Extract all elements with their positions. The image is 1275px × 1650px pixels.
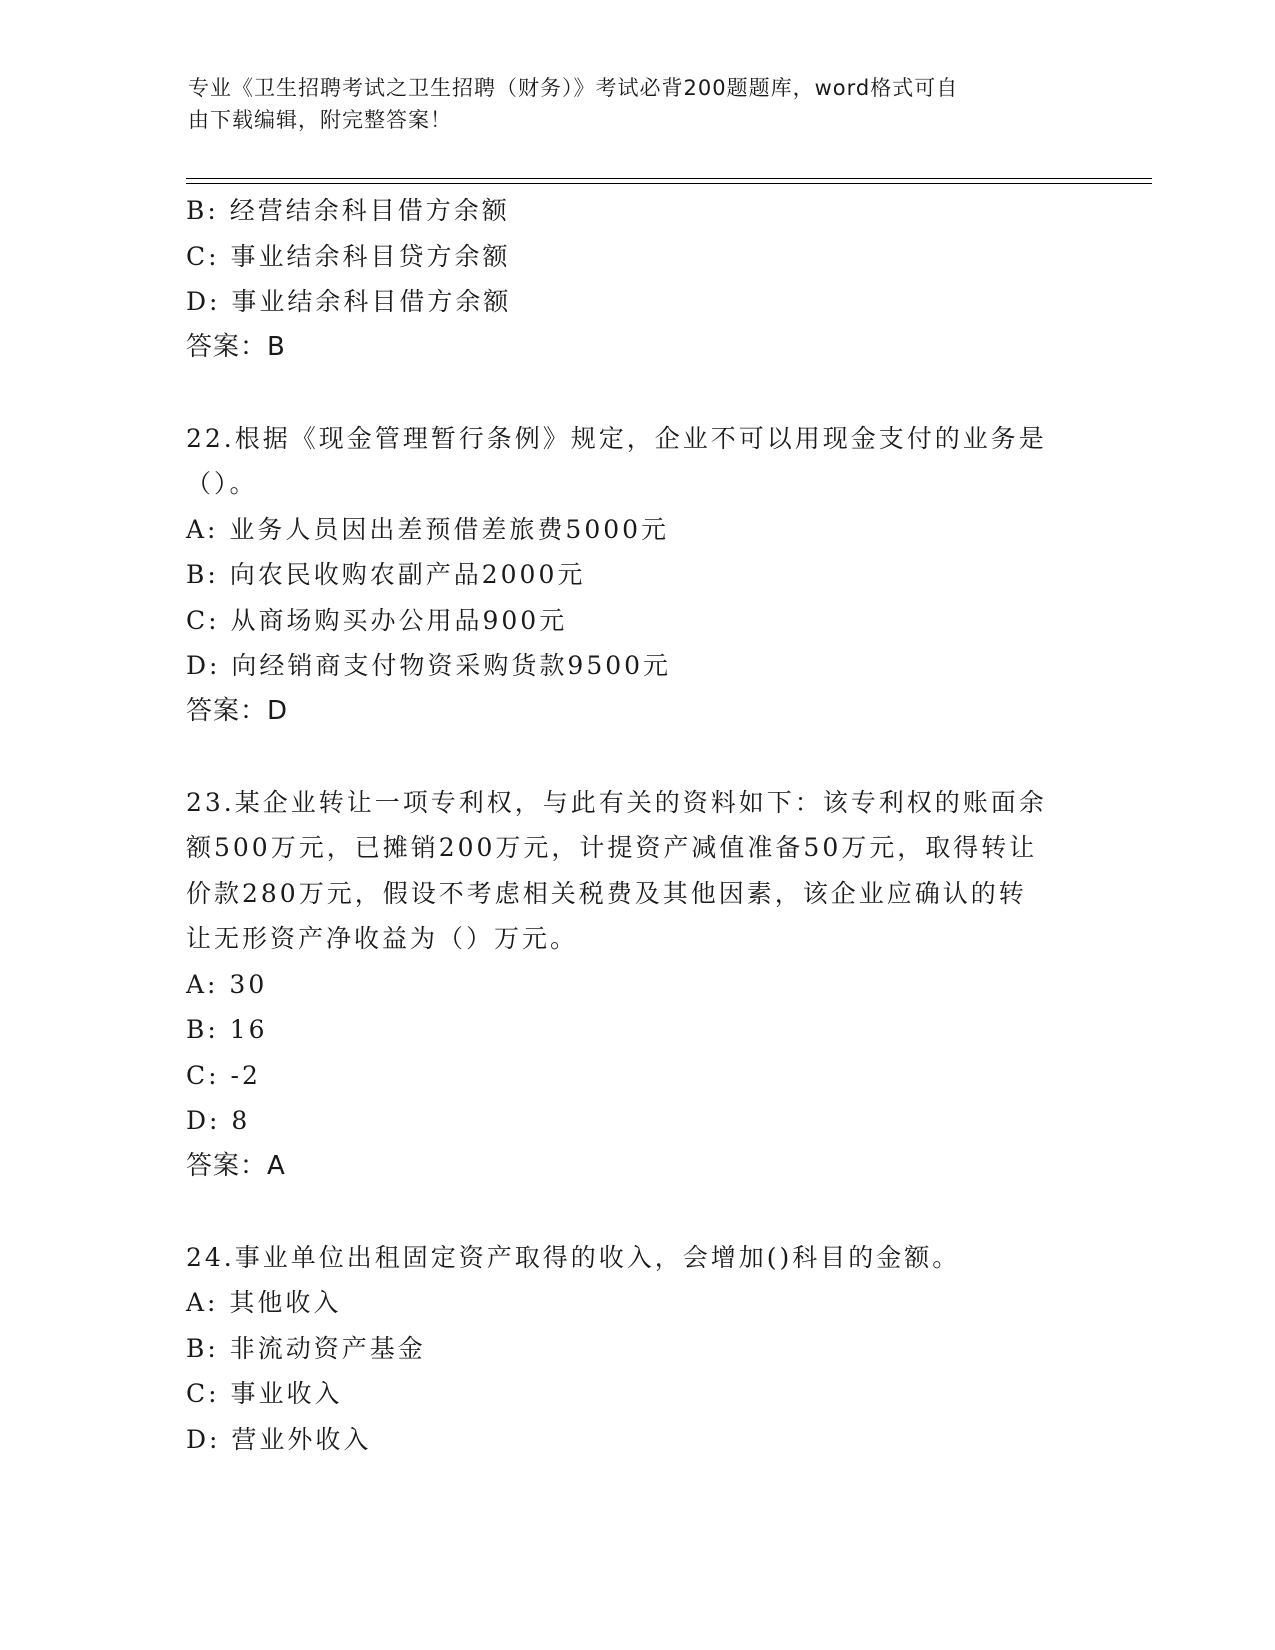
option-b: B: 向农民收购农副产品2000元 — [186, 560, 586, 589]
question-stem-line-3: 价款280万元，假设不考虑相关税费及其他因素，该企业应确认的转 — [186, 878, 1027, 908]
question-24 — [186, 1235, 1086, 1463]
option-a: A: 30 — [186, 969, 268, 999]
header-rule-top — [186, 178, 1152, 179]
spacer — [186, 370, 1086, 416]
option-d: D: 8 — [186, 1106, 251, 1135]
question-stem-line-1: 24.事业单位出租固定资产取得的收入，会增加()科目的金额。 — [186, 1242, 961, 1272]
option-d: D: 营业外收入 — [186, 1424, 372, 1454]
answer: 答案：D — [186, 695, 289, 726]
question-stem-line-4: 让无形资产净收益为（）万元。 — [186, 924, 579, 953]
option-b: B: 非流动资产基金 — [186, 1333, 426, 1363]
option-c: C: 从商场购买办公用品900元 — [186, 605, 568, 635]
option-c: C: 事业收入 — [186, 1379, 343, 1408]
question-list — [186, 188, 1086, 1462]
header-line-2: 由下载编辑，附完整答案！ — [188, 108, 452, 132]
option-d: D: 事业结余科目借方余额 — [186, 287, 512, 316]
option-c: C: 事业结余科目贷方余额 — [186, 241, 511, 271]
question-stem-line-1: 23.某企业转让一项专利权，与此有关的资料如下：该专利权的账面余 — [186, 787, 1047, 817]
option-c: C: -2 — [186, 1060, 261, 1090]
option-a: A: 业务人员因出差预借差旅费5000元 — [186, 514, 670, 544]
question-23 — [186, 780, 1086, 1190]
spacer — [186, 1189, 1086, 1235]
question-21 — [186, 188, 1086, 370]
question-stem-line-2: 额500万元，已摊销200万元，计提资产减值准备50万元，取得转让 — [186, 833, 1038, 862]
option-b: B: 经营结余科目借方余额 — [186, 196, 510, 225]
question-22 — [186, 416, 1086, 735]
spacer — [186, 734, 1086, 780]
header-rule-bottom — [186, 183, 1152, 184]
answer: 答案：B — [186, 331, 286, 362]
question-stem-line-1: 22.根据《现金管理暂行条例》规定，企业不可以用现金支付的业务是 — [186, 423, 1047, 453]
option-a: A: 其他收入 — [186, 1288, 342, 1317]
question-stem-line-2: （）。 — [186, 469, 258, 498]
answer: 答案：A — [186, 1150, 286, 1181]
document-header — [188, 72, 1068, 136]
option-d: D: 向经销商支付物资采购货款9500元 — [186, 651, 672, 680]
option-b: B: 16 — [186, 1015, 268, 1044]
header-line-1: 专业《卫生招聘考试之卫生招聘（财务）》考试必背200题题库，word格式可自 — [188, 76, 959, 100]
